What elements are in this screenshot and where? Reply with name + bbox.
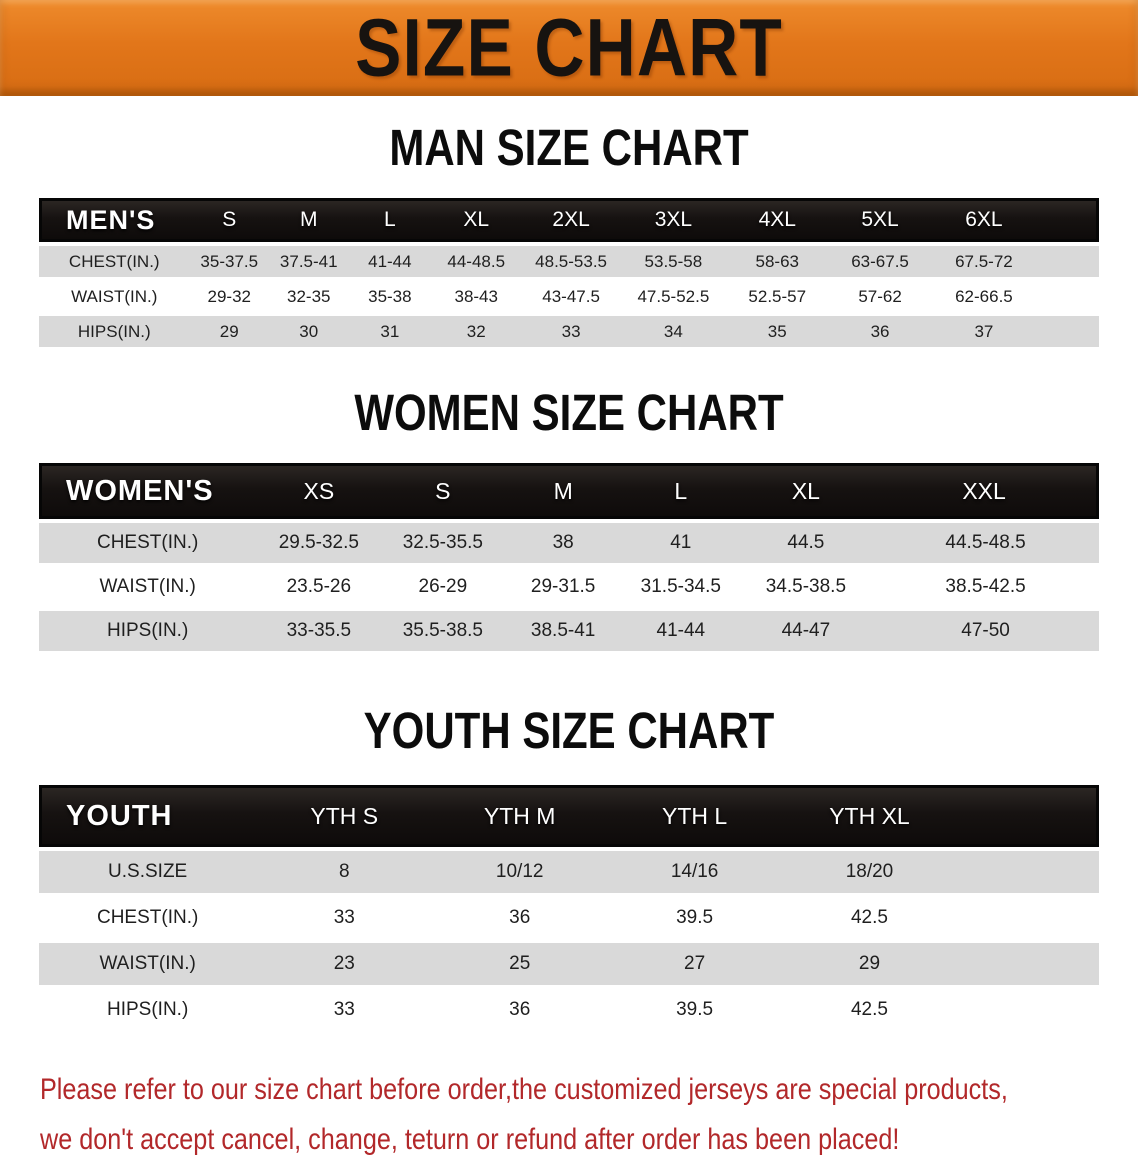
size-value-cell: 33 xyxy=(333,907,355,928)
size-column-header: XS xyxy=(256,463,381,519)
youth-section-heading-text: YOUTH SIZE CHART xyxy=(363,701,775,760)
size-value-cell: 41 xyxy=(670,532,692,553)
size-value-cell: 48.5-53.5 xyxy=(535,251,608,271)
size-value-cell: 29-31.5 xyxy=(530,576,596,597)
size-value-cell: 23 xyxy=(333,953,355,974)
size-value-cell: 33 xyxy=(561,321,581,341)
size-value-cell: 31.5-34.5 xyxy=(640,576,721,597)
size-column-header: YTH L xyxy=(607,785,782,847)
size-chart-banner xyxy=(0,0,1138,96)
youth-section-heading xyxy=(0,701,1138,760)
spacer-cell xyxy=(957,897,1099,939)
size-value-cell: 58-63 xyxy=(755,251,799,271)
men-size-table xyxy=(39,194,1099,351)
size-value-cell: 52.5-57 xyxy=(748,286,807,306)
size-value-cell: 37 xyxy=(974,321,994,341)
size-value-cell: 29 xyxy=(858,953,881,974)
size-value-cell: 38.5-42.5 xyxy=(945,576,1026,597)
size-value-cell: 42.5 xyxy=(850,999,888,1020)
size-value-cell: 38 xyxy=(552,532,574,553)
banner-title: SIZE CHART xyxy=(355,2,783,94)
table-corner-label: MEN'S xyxy=(39,198,190,242)
size-value-cell: 35-38 xyxy=(368,286,412,306)
size-value-cell: 29 xyxy=(219,321,239,341)
size-value-cell: 26-29 xyxy=(418,576,468,597)
size-column-header: XL xyxy=(431,198,521,242)
size-column-header: S xyxy=(381,463,504,519)
table-row xyxy=(39,897,1099,939)
size-column-header: 2XL xyxy=(521,198,621,242)
size-value-cell: 47.5-52.5 xyxy=(637,286,710,306)
row-label: HIPS(IN.) xyxy=(107,999,189,1020)
size-column-header: 6XL xyxy=(931,198,1036,242)
size-value-cell: 41-44 xyxy=(368,251,412,271)
table-row xyxy=(39,851,1099,893)
size-value-cell: 18/20 xyxy=(845,861,894,882)
size-value-cell: 36 xyxy=(509,907,531,928)
size-value-cell: 23.5-26 xyxy=(286,576,352,597)
women-size-table xyxy=(39,459,1099,655)
size-value-cell: 44.5-48.5 xyxy=(945,532,1026,553)
disclaimer xyxy=(40,1065,1118,1165)
size-table-header-row xyxy=(39,198,1099,242)
size-column-header: M xyxy=(504,463,622,519)
youth-size-table xyxy=(39,781,1099,1035)
size-value-cell: 32 xyxy=(466,321,486,341)
size-value-cell: 63-67.5 xyxy=(851,251,909,271)
size-value-cell: 35 xyxy=(767,321,787,341)
size-value-cell: 62-66.5 xyxy=(955,286,1013,306)
table-corner-label: WOMEN'S xyxy=(39,463,256,519)
size-table-header-row xyxy=(39,785,1099,847)
size-value-cell: 27 xyxy=(684,953,706,974)
spacer-cell xyxy=(1036,316,1099,347)
row-label: WAIST(IN.) xyxy=(71,286,158,306)
men-section-heading xyxy=(0,118,1138,177)
size-column-header: YTH S xyxy=(256,785,432,847)
size-value-cell: 33-35.5 xyxy=(286,620,352,641)
table-row xyxy=(39,246,1099,277)
size-value-cell: 36 xyxy=(509,999,531,1020)
table-row xyxy=(39,611,1099,651)
size-value-cell: 39.5 xyxy=(676,907,714,928)
size-column-header: 3XL xyxy=(621,198,726,242)
size-value-cell: 30 xyxy=(299,321,319,341)
disclaimer-line-2: we don't accept cancel, change, teturn or refund after order has been placed! xyxy=(40,1123,900,1156)
size-value-cell: 38.5-41 xyxy=(530,620,596,641)
spacer-cell xyxy=(957,989,1099,1031)
men-size-section xyxy=(0,118,1138,351)
table-row xyxy=(39,989,1099,1031)
size-value-cell: 41-44 xyxy=(656,620,706,641)
row-label: U.S.SIZE xyxy=(108,861,188,882)
table-row xyxy=(39,281,1099,312)
size-value-cell: 42.5 xyxy=(850,907,888,928)
table-row xyxy=(39,523,1099,563)
size-value-cell: 35-37.5 xyxy=(200,251,259,271)
row-label: HIPS(IN.) xyxy=(107,620,189,641)
size-value-cell: 8 xyxy=(338,861,350,882)
size-value-cell: 67.5-72 xyxy=(955,251,1013,271)
disclaimer-line-1: Please refer to our size chart before order,the customized jerseys are special products, xyxy=(40,1073,1008,1106)
size-value-cell: 44-47 xyxy=(781,620,831,641)
spacer-cell xyxy=(1036,281,1099,312)
row-label: CHEST(IN.) xyxy=(96,532,199,553)
size-value-cell: 37.5-41 xyxy=(279,251,338,271)
row-label: CHEST(IN.) xyxy=(68,251,160,271)
size-value-cell: 29.5-32.5 xyxy=(278,532,359,553)
size-table-header-row xyxy=(39,463,1099,519)
spacer-cell xyxy=(1036,246,1099,277)
row-label: HIPS(IN.) xyxy=(77,321,151,341)
size-value-cell: 57-62 xyxy=(858,286,902,306)
size-value-cell: 34.5-38.5 xyxy=(765,576,847,597)
size-value-cell: 14/16 xyxy=(670,861,719,882)
women-section-heading xyxy=(0,383,1138,442)
size-column-header: L xyxy=(349,198,432,242)
size-column-header: XL xyxy=(740,463,873,519)
size-column-header: 4XL xyxy=(726,198,829,242)
size-column-header: M xyxy=(269,198,349,242)
size-value-cell: 32-35 xyxy=(287,286,331,306)
youth-size-section xyxy=(0,701,1138,1035)
row-label: WAIST(IN.) xyxy=(99,576,196,597)
size-value-cell: 53.5-58 xyxy=(644,251,703,271)
size-value-cell: 31 xyxy=(380,321,400,341)
size-value-cell: 47-50 xyxy=(961,620,1010,641)
size-value-cell: 36 xyxy=(870,321,890,341)
size-value-cell: 39.5 xyxy=(676,999,714,1020)
size-value-cell: 32.5-35.5 xyxy=(402,532,483,553)
size-column-header: YTH M xyxy=(432,785,607,847)
table-row xyxy=(39,943,1099,985)
size-value-cell: 25 xyxy=(509,953,531,974)
size-column-header: YTH XL xyxy=(782,785,957,847)
table-row xyxy=(39,316,1099,347)
size-value-cell: 44-48.5 xyxy=(447,251,506,271)
women-size-section xyxy=(0,383,1138,655)
size-column-header: L xyxy=(622,463,740,519)
table-row xyxy=(39,567,1099,607)
size-value-cell: 29-32 xyxy=(207,286,251,306)
women-section-heading-text: WOMEN SIZE CHART xyxy=(354,383,784,442)
men-section-heading-text: MAN SIZE CHART xyxy=(389,118,749,177)
size-value-cell: 35.5-38.5 xyxy=(402,620,483,641)
size-value-cell: 38-43 xyxy=(454,286,498,306)
spacer-cell xyxy=(957,851,1099,893)
size-column-header: S xyxy=(190,198,270,242)
size-value-cell: 44.5 xyxy=(787,532,825,553)
row-label: WAIST(IN.) xyxy=(99,953,196,974)
size-column-header: XXL xyxy=(872,463,1099,519)
spacer-cell xyxy=(957,943,1099,985)
size-value-cell: 43-47.5 xyxy=(542,286,600,306)
size-column-header: 5XL xyxy=(829,198,932,242)
size-value-cell: 34 xyxy=(663,321,683,341)
size-value-cell: 10/12 xyxy=(495,861,544,882)
spacer-cell xyxy=(1036,198,1099,242)
row-label: CHEST(IN.) xyxy=(96,907,199,928)
table-corner-label: YOUTH xyxy=(39,785,256,847)
size-value-cell: 33 xyxy=(333,999,355,1020)
spacer-cell xyxy=(957,785,1099,847)
